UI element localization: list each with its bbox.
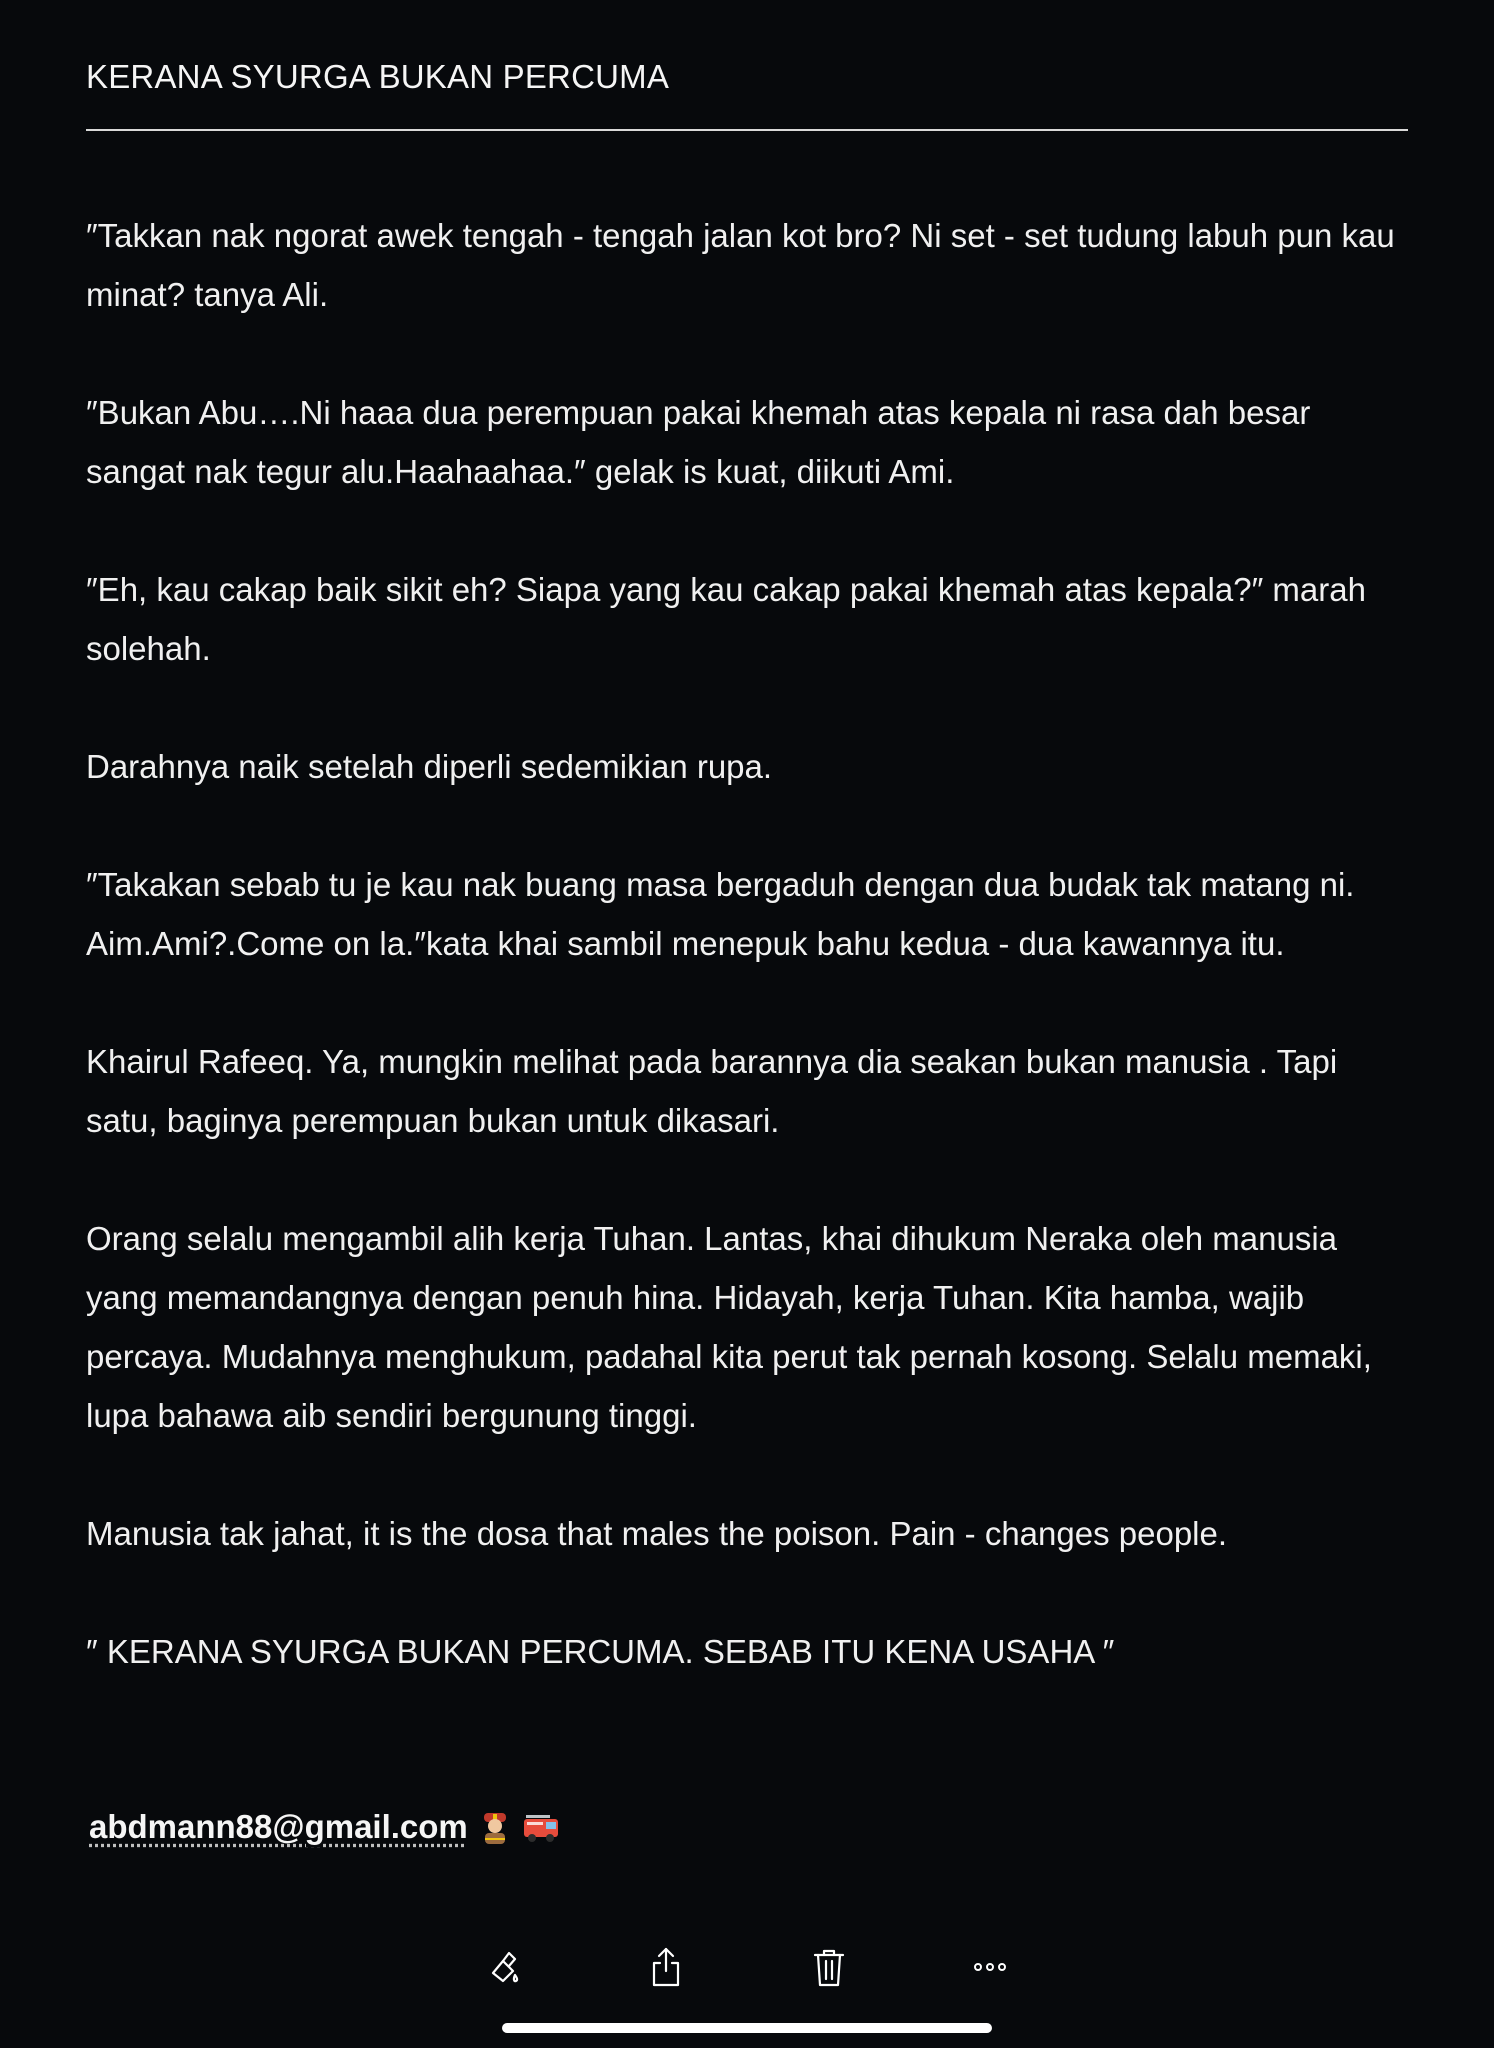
paragraph: ″Bukan Abu….Ni haaa dua perempuan pakai khemah atas kepala ni rasa dah besar sangat nak tegur alu.Haahaahaa.″ gelak is kuat, diikuti Ami.	[86, 394, 1311, 490]
share-icon[interactable]	[641, 1942, 691, 1992]
paragraph: Darahnya naik setelah diperli sedemikian rupa.	[86, 748, 773, 785]
markup-icon[interactable]	[480, 1942, 530, 1992]
firefighter-emoji-icon	[478, 1810, 512, 1844]
more-icon[interactable]	[965, 1942, 1015, 1992]
email-link[interactable]: abdmann88@gmail.com	[89, 1808, 468, 1845]
title-divider	[86, 129, 1408, 131]
paragraph: Manusia tak jahat, it is the dosa that males the poison. Pain - changes people.	[86, 1515, 1228, 1552]
paragraph: ″Eh, kau cakap baik sikit eh? Siapa yang kau cakap pakai khemah atas kepala?″ marah solehah.	[86, 571, 1366, 667]
home-indicator[interactable]	[502, 2023, 992, 2033]
bottom-toolbar	[0, 1942, 1494, 1992]
note-title: KERANA SYURGA BUKAN PERCUMA	[86, 58, 670, 95]
paragraph: ″ KERANA SYURGA BUKAN PERCUMA. SEBAB ITU KENA USAHA ″	[86, 1633, 1115, 1670]
paragraph: ″Takkan nak ngorat awek tengah - tengah jalan kot bro? Ni set - set tudung labuh pun kau minat? tanya Ali.	[86, 217, 1395, 313]
fire-engine-emoji-icon	[522, 1810, 556, 1844]
paragraph: Orang selalu mengambil alih kerja Tuhan. Lantas, khai dihukum Neraka oleh manusia yang memandangnya dengan penuh hina. Hidayah, kerja Tuhan. Kita hamba, wajib percaya. Mudahnya menghukum, padahal kita perut tak pernah kosong. Selalu memaki, lupa bahawa aib sendiri bergunung tinggi.	[86, 1220, 1372, 1434]
paragraph: ″Takakan sebab tu je kau nak buang masa bergaduh dengan dua budak tak matang ni. Aim.Ami?.Come on la.″kata khai sambil menepuk bahu kedua - dua kawannya itu.	[86, 866, 1355, 962]
note-body[interactable]	[86, 206, 1416, 1740]
paragraph: Khairul Rafeeq. Ya, mungkin melihat pada barannya dia seakan bukan manusia . Tapi satu, baginya perempuan bukan untuk dikasari.	[86, 1043, 1338, 1139]
trash-icon[interactable]	[804, 1942, 854, 1992]
signature	[89, 1808, 556, 1846]
